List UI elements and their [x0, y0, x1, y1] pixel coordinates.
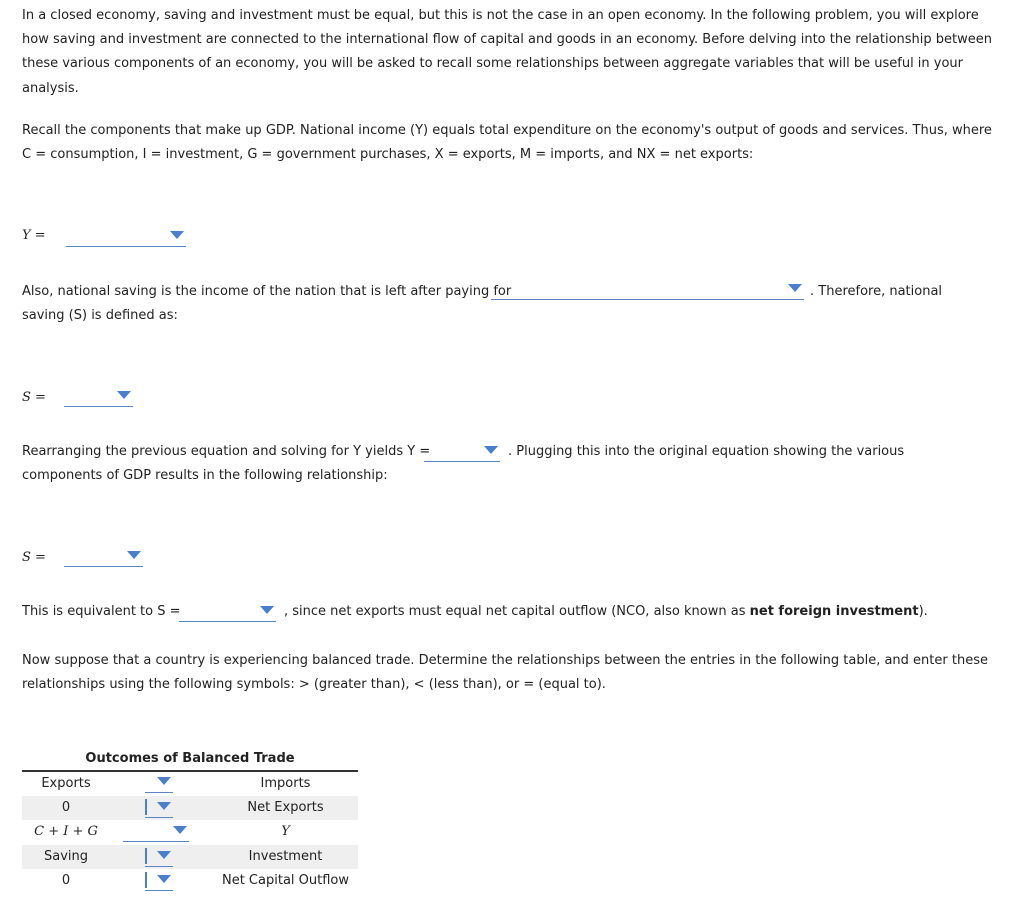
intro-line-2: how saving and investment are connected to the international flow of capital and goods in an economy. Before delving into the relationship between [22, 32, 992, 47]
caret-down-icon [127, 551, 141, 559]
table-row-right: Y [281, 824, 290, 839]
equivalent-sentence-end: , since net exports must equal net capital outflow (NCO, also known as net foreign investment). [284, 604, 928, 619]
exports-imports-dropdown[interactable] [145, 772, 173, 793]
table-row-left: 0 [61, 800, 71, 815]
caret-down-icon [117, 391, 131, 399]
recall-line-1: Recall the components that make up GDP. National income (Y) equals total expenditure on the economy's output of goods and services. Thus, where [22, 123, 992, 138]
table-row-left: 0 [61, 873, 71, 888]
rearrange-sentence-start: Rearranging the previous equation and solving for Y yields Y = [22, 444, 431, 459]
table-row-left: C + I + G [34, 824, 98, 839]
caret-down-icon [157, 851, 171, 859]
intro-line-3: these various components of an economy, you will be asked to recall some relationships between aggregate variables that will be useful in your [22, 56, 964, 71]
saving-paying-for-dropdown[interactable] [491, 279, 804, 300]
cig-y-dropdown[interactable] [123, 821, 189, 842]
caret-down-icon [157, 875, 171, 883]
table-title: Outcomes of Balanced Trade [85, 751, 295, 766]
table-row-right: Net Capital Outflow [221, 873, 349, 888]
net-foreign-investment-term: net foreign investment [749, 604, 919, 619]
equivalent-sentence-start: This is equivalent to S = [22, 604, 181, 619]
y-components-dropdown[interactable] [66, 226, 186, 247]
table-row-right: Imports [260, 776, 311, 791]
intro-line-4: analysis. [22, 81, 79, 96]
caret-down-icon [173, 826, 187, 834]
caret-down-icon [157, 777, 171, 785]
saving-sentence-end: . Therefore, national [810, 284, 943, 299]
saving-investment-dropdown[interactable] [145, 846, 173, 867]
table-row-right: Net Exports [247, 800, 324, 815]
caret-down-icon [170, 231, 184, 239]
caret-down-icon [157, 802, 171, 810]
saving-sentence-start: Also, national saving is the income of the nation that is left after paying for [22, 284, 512, 299]
caret-down-icon [484, 446, 498, 454]
saving-definition-line: saving (S) is defined as: [22, 308, 178, 323]
rearrange-line-2: components of GDP results in the following relationship: [22, 468, 388, 483]
table-row-right: Investment [248, 849, 323, 864]
table-rule [22, 770, 358, 772]
s-equivalent-dropdown[interactable] [179, 601, 276, 622]
recall-line-2: C = consumption, I = investment, G = government purchases, X = exports, M = imports, and NX = net exports: [22, 147, 754, 162]
intro-line-1: In a closed economy, saving and investment must be equal, but this is not the case in an open economy. In the following problem, you will explore [22, 8, 979, 23]
zero-nco-dropdown[interactable] [145, 870, 173, 891]
caret-down-icon [260, 606, 274, 614]
y-equation-label: Y = [22, 228, 46, 243]
s-equation-label: S = [22, 390, 46, 405]
table-row-left: Exports [41, 776, 91, 791]
s-relationship-dropdown[interactable] [64, 546, 143, 567]
rearrange-sentence-end: . Plugging this into the original equation showing the various [508, 444, 905, 459]
balanced-line-2: relationships using the following symbols: > (greater than), < (less than), or = (equal to). [22, 677, 606, 692]
zero-netexports-dropdown[interactable] [145, 797, 173, 818]
s-definition-dropdown[interactable] [64, 386, 133, 407]
table-row-left: Saving [43, 849, 88, 864]
y-rearranged-dropdown[interactable] [424, 441, 500, 462]
s-relationship-label: S = [22, 550, 46, 565]
caret-down-icon [788, 284, 802, 292]
balanced-line-1: Now suppose that a country is experiencing balanced trade. Determine the relationships between the entries in the following table, and enter these [22, 653, 988, 668]
